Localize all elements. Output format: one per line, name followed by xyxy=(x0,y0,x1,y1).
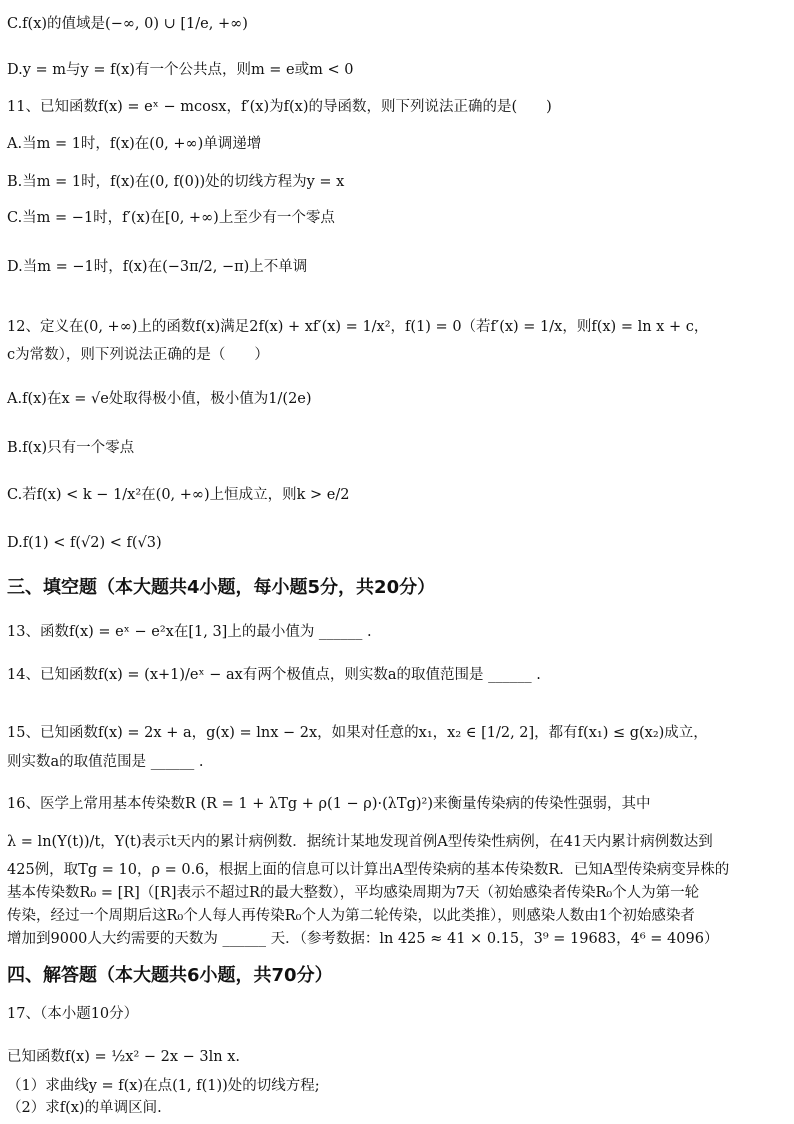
section-fill-in-title: 三、填空题（本大题共4小题，每小题5分，共20分） xyxy=(7,577,436,598)
q12-stem-line1: 12、定义在(0, +∞)上的函数f(x)满足2f(x) + xf′(x) = 1/x²，f(1) = 0（若f′(x) = 1/x，则f(x) = ln x + c， xyxy=(7,319,709,335)
q13: 13、函数f(x) = eˣ − e²x在[1, 3]上的最小值为 ______ . xyxy=(7,624,372,640)
option-d-prev: D.y = m与y = f(x)有一个公共点，则m = e或m < 0 xyxy=(7,62,354,78)
q11-option-c: C.当m = −1时，f′(x)在[0, +∞)上至少有一个零点 xyxy=(7,210,335,226)
q12-option-c: C.若f(x) < k − 1/x²在(0, +∞)上恒成立，则k > e/2 xyxy=(7,487,350,503)
q11-option-a: A.当m = 1时，f(x)在(0, +∞)单调递增 xyxy=(7,136,262,152)
q16-line4: 基本传染数R₀ = [R]（[R]表示不超过R的最大整数），平均感染周期为7天（初始感染者传染R₀个人为第一轮 xyxy=(7,885,700,901)
q15-line2: 则实数a的取值范围是 ______ . xyxy=(7,754,204,770)
q17-part2: （2）求f(x)的单调区间. xyxy=(7,1100,162,1116)
q16-line1: 16、医学上常用基本传染数R (R = 1 + λTg + ρ(1 − ρ)·(λTg)²)来衡量传染病的传染性强弱，其中 xyxy=(7,796,651,812)
q12-option-a: A.f(x)在x = √e处取得极小值，极小值为1/(2e) xyxy=(7,391,312,407)
q17-given: 已知函数f(x) = ½x² − 2x − 3ln x. xyxy=(7,1049,241,1065)
q11-option-b: B.当m = 1时，f(x)在(0, f(0))处的切线方程为y = x xyxy=(7,174,345,190)
q17-part1: （1）求曲线y = f(x)在点(1, f(1))处的切线方程; xyxy=(7,1078,320,1094)
q15-line1: 15、已知函数f(x) = 2x + a，g(x) = lnx − 2x，如果对任意的x₁，x₂ ∈ [1/2, 2]，都有f(x₁) ≤ g(x₂)成立， xyxy=(7,725,708,741)
q12-option-d: D.f(1) < f(√2) < f(√3) xyxy=(7,535,162,551)
q12-stem-line2: c为常数），则下列说法正确的是（ ） xyxy=(7,347,269,363)
q11-option-d: D.当m = −1时，f(x)在(−3π/2, −π)上不单调 xyxy=(7,259,308,275)
q16-line2: λ = ln(Y(t))/t，Y(t)表示t天内的累计病例数．据统计某地发现首例A型传染性病例，在41天内累计病例数达到 xyxy=(7,834,713,850)
q16-line6: 增加到9000人大约需要的天数为 ______ 天．（参考数据：ln 425 ≈ 41 × 0.15，3⁹ = 19683，4⁶ = 4096） xyxy=(7,931,719,947)
section-answer-title: 四、解答题（本大题共6小题，共70分） xyxy=(7,965,333,986)
q17-header: 17、（本小题10分） xyxy=(7,1006,139,1022)
option-c-prev: C.f(x)的值域是(−∞, 0) ∪ [1/e, +∞) xyxy=(7,16,248,32)
q12-option-b: B.f(x)只有一个零点 xyxy=(7,440,135,456)
q11-stem: 11、已知函数f(x) = eˣ − mcosx，f′(x)为f(x)的导函数，则下列说法正确的是( ) xyxy=(7,99,552,115)
q16-line5: 传染，经过一个周期后这R₀个人每人再传染R₀个人为第二轮传染，以此类推），则感染人数由1个初始感染者 xyxy=(7,908,695,924)
q16-line3: 425例，取Tg = 10，ρ = 0.6，根据上面的信息可以计算出A型传染病的基本传染数R．已知A型传染病变异株的 xyxy=(7,862,730,878)
q14: 14、已知函数f(x) = (x+1)/eˣ − ax有两个极值点，则实数a的取值范围是 ______ . xyxy=(7,667,541,683)
